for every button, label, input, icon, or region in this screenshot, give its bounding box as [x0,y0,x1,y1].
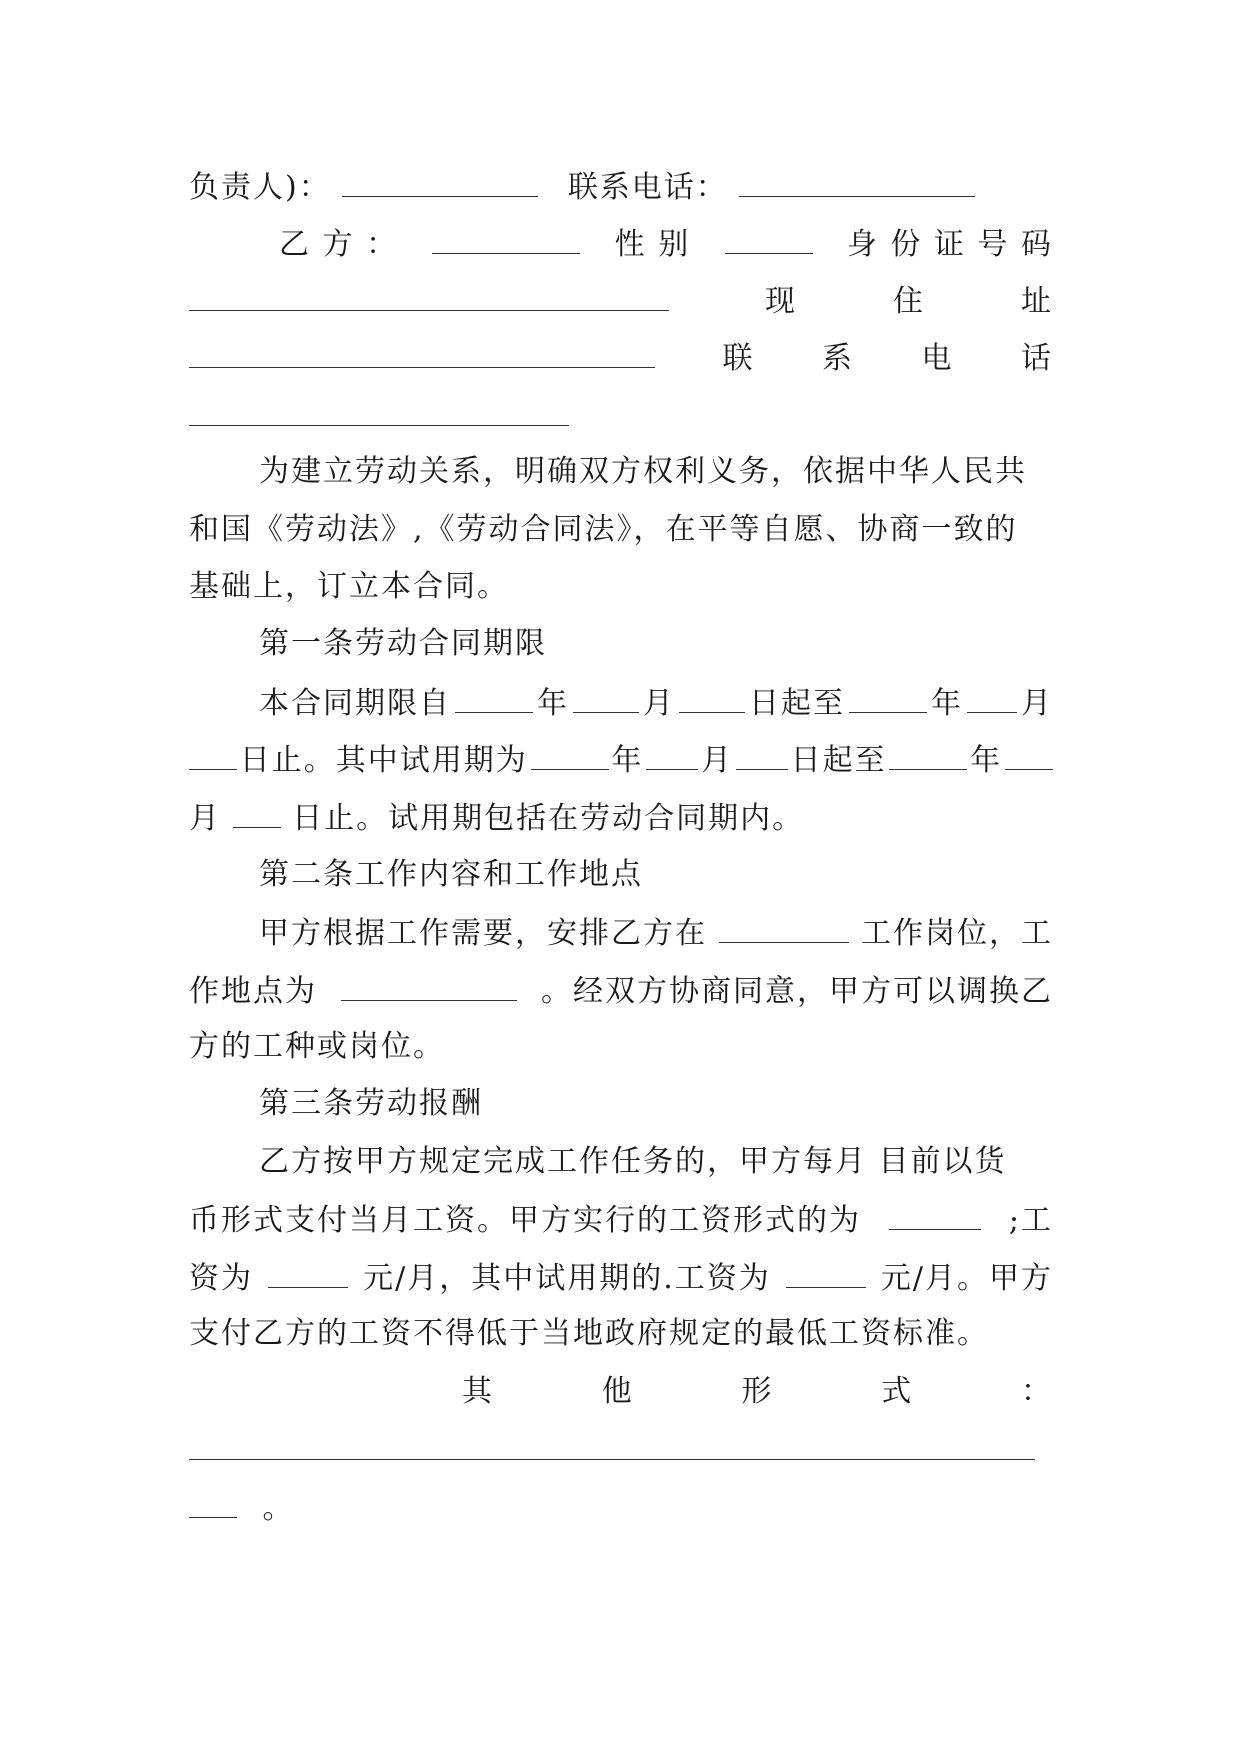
article2-line-3: 方的工种或岗位。 [189,1029,445,1064]
contact-char-1: 联 [722,341,755,376]
gender-blank[interactable] [725,223,813,254]
start-day-blank[interactable] [679,682,745,713]
other-forms-end-line [189,1487,1053,1527]
wage-form-blank[interactable] [889,1199,981,1230]
month-label: 月 [643,686,675,721]
other-forms-line [462,1372,1053,1412]
other-char-3: 形 [741,1374,774,1409]
phone-blank-line [189,395,1053,435]
article2-line-1 [259,912,1053,952]
address-char-3: 址 [1021,284,1053,319]
party-b-label: 乙 方 ： [279,227,399,262]
wage-label: 资为 [189,1261,253,1296]
address-char-1: 现 [765,284,797,319]
other-char-4: 式 [881,1374,914,1409]
preamble-line-2: 和国《劳动法》,《劳动合同法》，在平等自愿、协商一致的 [189,512,1018,547]
article1-line-2 [189,739,1053,779]
work-location-suffix: 。经双方协商同意，甲方可以调换乙 [541,974,1053,1009]
year-label: 年 [931,686,963,721]
article1-line-1 [259,682,1053,722]
month-label: 月 [189,801,221,836]
start-year-blank[interactable] [455,682,533,713]
term-from-label: 本合同期限自 [259,686,451,721]
responsible-label: 负责人)： [189,170,331,205]
article1-title: 第一条劳动合同期限 [259,626,547,661]
year-label: 年 [537,686,569,721]
phone-label: 联系电话： [567,170,728,205]
probation-start-year-blank[interactable] [531,739,609,770]
wage-unit-suffix: 元/月。甲方 [880,1261,1053,1296]
article3-title: 第三条劳动报酬 [259,1086,483,1121]
probation-start-month-blank[interactable] [646,739,698,770]
year-label: 年 [611,743,644,778]
probation-end-month-blank[interactable] [1005,739,1053,770]
assignment-text: 甲方根据工作需要，安排乙方在 [259,916,707,951]
wage-blank[interactable] [268,1257,348,1288]
address-line [189,280,1053,320]
start-month-blank[interactable] [573,682,639,713]
address-blank[interactable] [189,337,655,368]
probation-label: 日止。其中试用期为 [239,743,528,778]
probation-end-day-blank[interactable] [233,797,281,828]
end-month-blank[interactable] [967,682,1017,713]
probation-wage-label: 元/月，其中试用期的.工资为 [363,1261,771,1296]
day-until-label: 日起至 [790,743,887,778]
gender-label: 性 别 [614,227,691,262]
article3-line-1: 乙方按甲方规定完成工作任务的，甲方每月 目前以货 [259,1144,1007,1179]
preamble-line-3: 基础上，订立本合同。 [189,569,509,604]
contact-char-4: 话 [1021,341,1053,376]
end-day-blank[interactable] [189,739,237,770]
party-b-line [279,223,1053,263]
contact-line [189,337,1053,377]
probation-end-year-blank[interactable] [889,739,967,770]
article3-line-4: 支付乙方的工资不得低于当地政府规定的最低工资标准。 [189,1316,989,1351]
other-char-1: 其 [462,1374,494,1409]
day-until-label: 日起至 [749,686,845,721]
year-label: 年 [970,743,1003,778]
other-colon: ： [1021,1374,1053,1409]
phone-blank[interactable] [739,166,975,197]
other-forms-blank[interactable] [189,1429,1035,1460]
other-forms-blank-end[interactable] [189,1487,237,1518]
probation-wage-blank[interactable] [786,1257,866,1288]
preamble-line-1: 为建立劳动关系，明确双方权利义务，依据中华人民共 [259,454,1027,489]
wage-form-suffix: ;工 [1008,1203,1053,1238]
probation-note: 日止。试用期包括在劳动合同期内。 [292,801,805,836]
other-char-2: 他 [601,1374,634,1409]
article1-line-3 [189,797,1053,837]
article3-line-3 [189,1257,1053,1297]
job-position-blank[interactable] [719,912,849,943]
party-b-name-blank[interactable] [432,223,580,254]
probation-start-day-blank[interactable] [736,739,788,770]
id-number-blank[interactable] [189,280,669,311]
month-label: 月 [1021,686,1053,721]
month-label: 月 [700,743,733,778]
article2-title: 第二条工作内容和工作地点 [259,857,643,892]
id-number-label: 身 份 证 号 码 [846,227,1053,262]
wage-form-text: 币形式支付当月工资。甲方实行的工资形式的为 [189,1203,861,1238]
work-location-blank[interactable] [341,970,517,1001]
other-forms-blank-line [189,1429,1053,1469]
contact-char-3: 电 [921,341,954,376]
contact-phone-blank[interactable] [189,395,569,426]
job-position-suffix: 工作岗位，工 [861,916,1053,951]
work-location-label: 作地点为 [189,974,317,1009]
end-period: 。 [262,1491,295,1526]
article3-line-2 [189,1199,1053,1239]
address-char-2: 住 [893,284,925,319]
article2-line-2 [189,970,1053,1010]
contact-char-2: 系 [822,341,854,376]
end-year-blank[interactable] [849,682,927,713]
responsible-blank[interactable] [342,166,538,197]
responsible-line [189,166,1053,206]
